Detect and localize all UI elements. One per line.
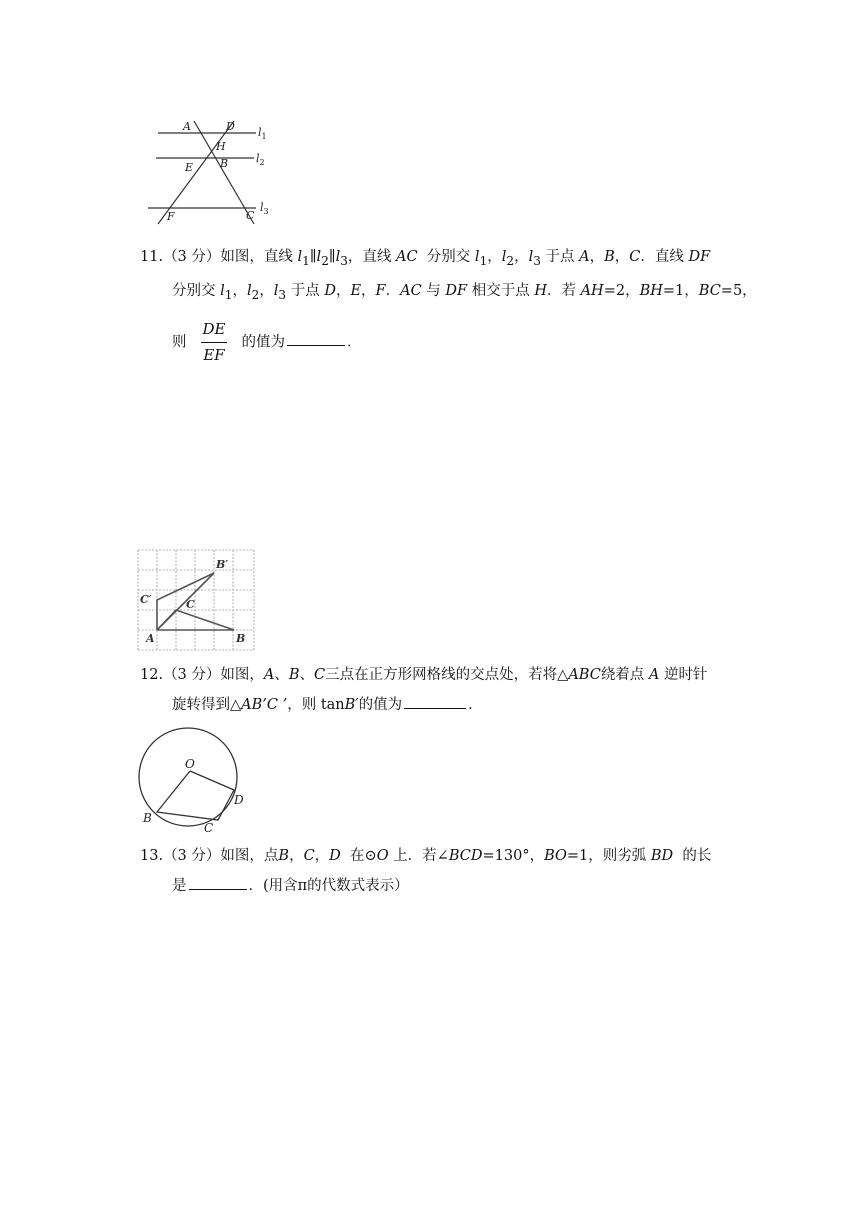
label-C: C [204, 821, 214, 835]
label-D: D [234, 793, 244, 807]
label-A: A [183, 120, 191, 133]
label-B: B [236, 632, 246, 645]
q12-figure [136, 548, 260, 652]
label-F: F [167, 210, 175, 223]
label-C: C [186, 598, 195, 611]
q11-figure [140, 116, 280, 228]
label-A: A [146, 632, 155, 645]
q13-figure [132, 724, 258, 836]
q13-answer-blank [189, 875, 247, 890]
question-11 [140, 242, 757, 367]
question-12 [140, 660, 708, 720]
quad-OBCD [157, 771, 234, 820]
q11-line-1: 11.（3 分）如图，直线 $l_1\parallel l_2\parallel l_3$，直线 AC 分别交 $l_1$，$l_2$，$l_3$ 于点 A，B，C．直线 DF [140, 249, 711, 268]
q12-score: （3 分） [163, 667, 221, 683]
label-Cprime: C′ [140, 593, 152, 606]
label-O: O [185, 757, 195, 771]
q13-number: 13. [140, 848, 164, 864]
fraction-DE-EF: $\frac{DE}{EF}$ [202, 319, 226, 364]
q13-line-1: 13.（3 分）如图，点B，C，D 在⊙O 上．若∠BCD=130°，BO=1，则劣弧 BD 的长 [140, 848, 712, 864]
q12-answer-blank [404, 694, 466, 709]
q11-line-3: 则 $\frac{DE}{EF}$ 的值为 ． [140, 318, 757, 367]
q13-score: （3 分） [163, 848, 221, 864]
q11-line-2: 分别交 $l_1$，$l_2$，$l_3$ 于点 D，E，F．AC 与 DF 相交于点 H．若 AH=2，BH=1，BC=5， [172, 282, 757, 302]
q12-number: 12. [140, 667, 164, 683]
q13-line-2: 是 ．(用含π的代数式表示） [140, 871, 711, 901]
label-B: B [143, 811, 152, 825]
triangle-ABC [157, 610, 234, 630]
label-B: B [220, 157, 229, 170]
label-H: H [216, 140, 226, 153]
q11-answer-blank [287, 331, 345, 346]
label-Bprime: B′ [216, 558, 229, 571]
q12-line-2: 旋转得到△AB’C ’，则 tanB′的值为 ． [140, 690, 708, 720]
label-l2: $l_2$ [256, 152, 265, 167]
q11-score: （3 分） [163, 249, 221, 265]
label-l1: $l_1$ [258, 126, 267, 141]
label-D: D [226, 120, 235, 133]
q11-number: 11. [140, 249, 164, 265]
label-l3: $l_3$ [260, 201, 269, 216]
question-13 [140, 841, 711, 901]
label-E: E [185, 161, 194, 174]
label-C: C [246, 209, 255, 222]
q12-line-1: 12.（3 分）如图，A、B、C三点在正方形网格线的交点处，若将△ABC绕着点 A 逆时针 [140, 667, 708, 683]
